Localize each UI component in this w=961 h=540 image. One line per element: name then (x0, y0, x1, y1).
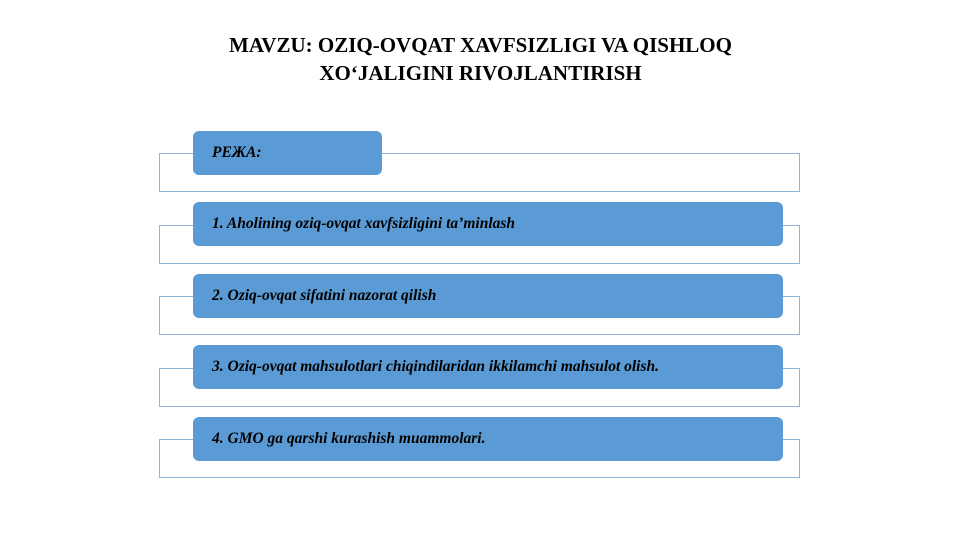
slide-title-line-1: MAVZU: OZIQ-OVQAT XAVFSIZLIGI VA QISHLOQ (229, 33, 732, 57)
slide-title-line-2: XO‘JALIGINI RIVOJLANTIRISH (319, 61, 642, 85)
slide-title (150, 31, 811, 87)
plan-item-1 (193, 202, 783, 246)
plan-item-4-label: 4. GMO ga qarshi kurashish muammolari. (212, 430, 486, 447)
plan-header-label: РЕЖА: (212, 144, 262, 161)
plan-item-4 (193, 417, 783, 461)
plan-item-2-label: 2. Oziq-ovqat sifatini nazorat qilish (212, 287, 437, 304)
plan-item-1-label: 1. Aholining oziq-ovqat xavfsizligini ta’minlash (212, 215, 516, 232)
plan-header-pill (193, 131, 382, 175)
plan-item-2 (193, 274, 783, 318)
plan-item-3-label: 3. Oziq-ovqat mahsulotlari chiqindilaridan ikkilamchi mahsulot olish. (212, 358, 660, 375)
plan-item-3 (193, 345, 783, 389)
